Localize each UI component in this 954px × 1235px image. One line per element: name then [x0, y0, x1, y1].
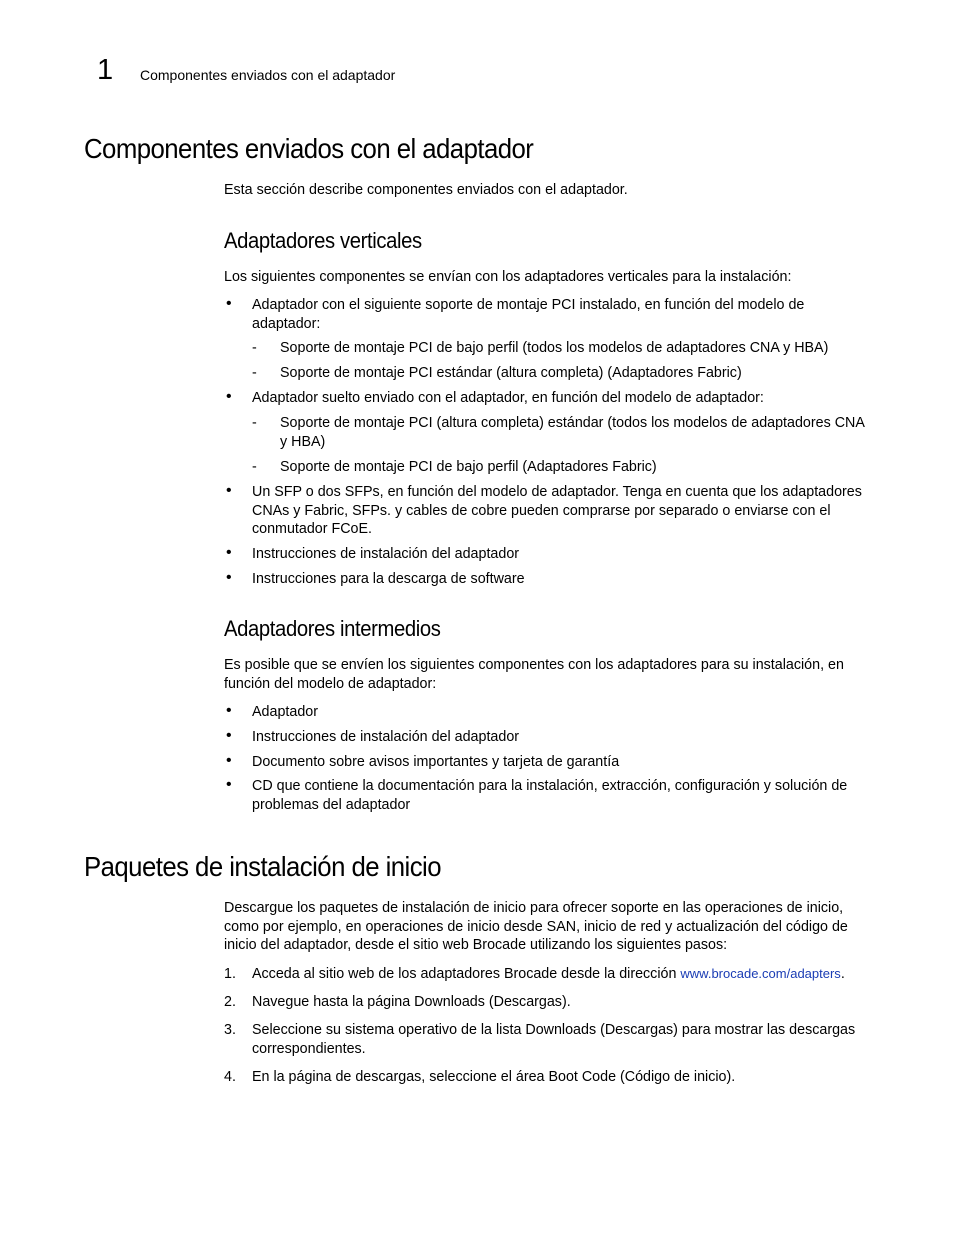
subsection-title-intermedios: Adaptadores intermedios: [224, 616, 441, 641]
dash-icon: -: [252, 415, 257, 431]
step-number: 2.: [224, 994, 236, 1010]
list-item: Adaptador: [252, 704, 318, 720]
list-item: Documento sobre avisos importantes y tarjeta de garantía: [252, 754, 620, 770]
step-text: Acceda al sitio web de los adaptadores Brocade desde la dirección: [252, 966, 681, 982]
list-item: CD que contiene la documentación para la instalación, extracción, configuración y solución de problemas del adaptador: [252, 778, 848, 813]
step-text: Navegue hasta la página: [252, 994, 415, 1010]
step-text-end: (Descargas).: [484, 994, 571, 1010]
list-item: Un SFP o dos SFPs, en función del modelo de adaptador. Tenga en cuenta que los adaptadores CNAs y Fabric, SFPs. y cables de cobre pueden comprarse por separado o enviarse con el conmutador FCoE.: [252, 484, 862, 538]
step-text: Seleccione su sistema operativo de la lista: [252, 1022, 526, 1038]
list-item: [252, 993, 874, 1012]
section-title-componentes: Componentes enviados con el adaptador: [84, 133, 534, 164]
bullet-icon: •: [226, 388, 232, 405]
sub-list-item: Soporte de montaje PCI estándar (altura completa) (Adaptadores Fabric): [280, 365, 742, 381]
running-header-title: Componentes enviados con el adaptador: [140, 67, 396, 83]
ui-term: Boot Code: [548, 1069, 617, 1085]
sub-list-item: Soporte de montaje PCI de bajo perfil (todos los modelos de adaptadores CNA y HBA): [280, 340, 829, 356]
bullet-icon: •: [226, 702, 232, 719]
step-text: En la página de descargas, seleccione el área: [252, 1069, 549, 1085]
bullet-icon: •: [226, 752, 232, 769]
bullet-icon: •: [226, 776, 232, 793]
sub-list-item: Soporte de montaje PCI (altura completa) estándar (todos los modelos de adaptadores CNA y HBA): [280, 415, 865, 450]
sub-list-item: Soporte de montaje PCI de bajo perfil (Adaptadores Fabric): [280, 459, 657, 475]
brocade-adapters-link[interactable]: www.brocade.com/adapters: [680, 966, 841, 981]
list-item: Instrucciones para la descarga de software: [252, 571, 525, 587]
chapter-number: 1: [97, 54, 114, 86]
step-number: 3.: [224, 1022, 236, 1038]
intermedios-intro: Es posible que se envíen los siguientes componentes con los adaptadores para su instalación, en función del modelo de adaptador:: [224, 657, 844, 692]
dash-icon: -: [252, 459, 257, 475]
bullet-icon: •: [226, 727, 232, 744]
section-intro: Esta sección describe componentes enviados con el adaptador.: [224, 182, 628, 198]
ui-term: Downloads: [525, 1022, 597, 1038]
bullet-icon: •: [226, 544, 232, 561]
bullet-icon: •: [226, 569, 232, 586]
bullet-icon: •: [226, 482, 232, 499]
list-item: [252, 1068, 874, 1087]
section-title-paquetes: Paquetes de instalación de inicio: [84, 851, 442, 882]
subsection-title-verticales: Adaptadores verticales: [224, 228, 422, 253]
list-item: Adaptador suelto enviado con el adaptador, en función del modelo de adaptador:: [252, 390, 764, 406]
step-text-end: (Código de inicio).: [616, 1069, 736, 1085]
paquetes-intro: Descargue los paquetes de instalación de inicio para ofrecer soporte en las operaciones de inicio, como por ejemplo, en operaciones de inicio desde SAN, inicio de red y actualización del código de inicio del adaptador, desde el sitio web Brocade utilizando los siguientes pasos:: [224, 900, 848, 954]
dash-icon: -: [252, 365, 257, 381]
step-number: 1.: [224, 966, 236, 982]
list-item: Instrucciones de instalación del adaptador: [252, 546, 520, 562]
step-number: 4.: [224, 1069, 236, 1085]
list-item: [252, 965, 874, 984]
bullet-icon: •: [226, 295, 232, 312]
step-text-end: .: [840, 966, 845, 982]
list-item: [252, 1021, 874, 1058]
list-item: Adaptador con el siguiente soporte de montaje PCI instalado, en función del modelo de adaptador:: [252, 297, 805, 332]
ui-term: Downloads: [414, 994, 485, 1010]
dash-icon: -: [252, 340, 257, 356]
verticales-intro: Los siguientes componentes se envían con los adaptadores verticales para la instalación:: [224, 269, 792, 285]
step-text-end: (Descargas) para mostrar las descargas correspondientes.: [252, 1022, 856, 1057]
list-item: Instrucciones de instalación del adaptador: [252, 729, 520, 745]
